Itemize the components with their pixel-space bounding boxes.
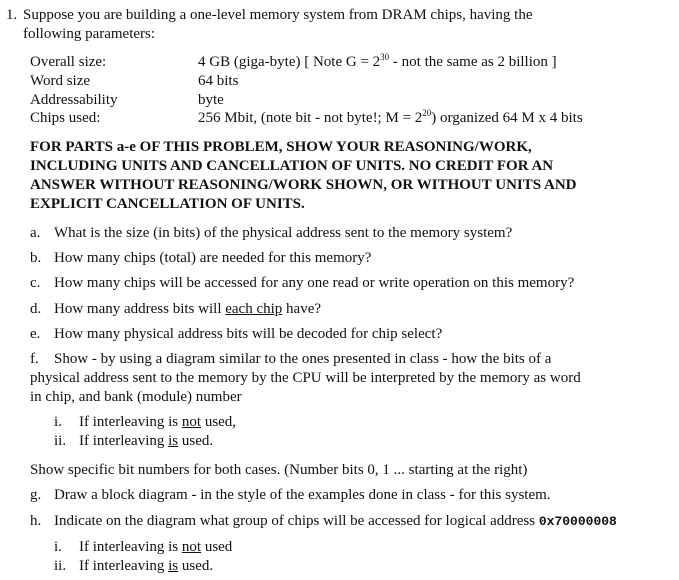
param-label-addressability: Addressability bbox=[30, 92, 118, 108]
part-f-sub-ii-post: used. bbox=[178, 433, 214, 449]
part-f-sub-ii-text bbox=[79, 432, 213, 451]
part-h-sub-i-label: i. bbox=[54, 539, 62, 555]
problem-number: 1. bbox=[6, 7, 18, 23]
part-a-text: What is the size (in bits) of the physical address sent to the memory system? bbox=[54, 225, 513, 241]
param-value-overall-size-exp: 30 bbox=[380, 52, 390, 62]
problem-intro-line1: Suppose you are building a one-level memory system from DRAM chips, having the bbox=[23, 7, 533, 23]
notice-line1: FOR PARTS a-e OF THIS PROBLEM, SHOW YOUR REASONING/WORK, bbox=[30, 139, 532, 155]
part-d-text bbox=[54, 300, 321, 319]
part-h-logical-address: 0x70000008 bbox=[538, 514, 617, 529]
part-d-text-underlined: each chip bbox=[225, 301, 283, 317]
notice-line2: INCLUDING UNITS AND CANCELLATION OF UNITS. NO CREDIT FOR AN bbox=[30, 158, 554, 174]
part-h-sub-i-text bbox=[79, 538, 232, 557]
part-h-sub-ii-text bbox=[79, 557, 213, 576]
param-label-word-size: Word size bbox=[30, 73, 91, 89]
part-f-line2: physical address sent to the memory by the CPU will be interpreted by the memory as word bbox=[30, 370, 581, 386]
part-h-sub-i-pre: If interleaving is bbox=[79, 539, 182, 555]
part-c-label: c. bbox=[30, 275, 41, 291]
part-d-text-pre: How many address bits will bbox=[54, 301, 226, 317]
part-d-label: d. bbox=[30, 301, 42, 317]
part-c-text: How many chips will be accessed for any one read or write operation on this memory? bbox=[54, 275, 575, 291]
part-g-text: Draw a block diagram - in the style of the examples done in class - for this system. bbox=[54, 487, 551, 503]
part-h-sub-i-post: used bbox=[201, 539, 233, 555]
part-f-sub-ii-label: ii. bbox=[54, 433, 67, 449]
part-a-label: a. bbox=[30, 225, 41, 241]
part-g-label: g. bbox=[30, 487, 42, 503]
part-f-sub-ii-pre: If interleaving bbox=[79, 433, 169, 449]
param-value-overall-size bbox=[198, 53, 557, 72]
part-h-sub-ii-underlined: is bbox=[168, 558, 179, 574]
notice-line3: ANSWER WITHOUT REASONING/WORK SHOWN, OR WITHOUT UNITS AND bbox=[30, 177, 577, 193]
part-f-label: f. bbox=[30, 351, 39, 367]
param-value-overall-size-main: 4 GB (giga-byte) [ Note G = 2 bbox=[198, 54, 381, 70]
part-f-sub-i-text bbox=[79, 413, 236, 432]
part-h-sub-i-underlined: not bbox=[181, 539, 202, 555]
part-f-sub-i-pre: If interleaving is bbox=[79, 414, 182, 430]
part-h-sub-ii-post: used. bbox=[178, 558, 214, 574]
param-value-word-size: 64 bits bbox=[198, 73, 239, 89]
part-h-sub-ii-pre: If interleaving bbox=[79, 558, 169, 574]
part-e-text: How many physical address bits will be decoded for chip select? bbox=[54, 326, 443, 342]
part-b-label: b. bbox=[30, 250, 42, 266]
part-h-text-main: Indicate on the diagram what group of chips will be accessed for logical address bbox=[54, 513, 539, 529]
part-f-sub-ii-underlined: is bbox=[168, 433, 179, 449]
part-f-sub-i-underlined: not bbox=[181, 414, 202, 430]
param-value-chips-used bbox=[198, 109, 583, 128]
part-h-label: h. bbox=[30, 513, 42, 529]
param-value-chips-used-exp: 20 bbox=[422, 108, 432, 118]
param-value-overall-size-tail: - not the same as 2 billion ] bbox=[389, 54, 557, 70]
param-value-chips-used-main: 256 Mbit, (note bit - not byte!; M = 2 bbox=[198, 110, 423, 126]
param-value-addressability: byte bbox=[198, 92, 224, 108]
notice-line4: EXPLICIT CANCELLATION OF UNITS. bbox=[30, 196, 305, 212]
param-label-chips-used: Chips used: bbox=[30, 110, 101, 126]
part-e-label: e. bbox=[30, 326, 41, 342]
param-value-chips-used-tail: ) organized 64 M x 4 bits bbox=[431, 110, 583, 126]
part-d-text-post: have? bbox=[282, 301, 322, 317]
part-h-sub-ii-label: ii. bbox=[54, 558, 67, 574]
part-h-text bbox=[54, 512, 617, 531]
part-f-line3: in chip, and bank (module) number bbox=[30, 389, 242, 405]
bit-numbering-note: Show specific bit numbers for both cases. (Number bits 0, 1 ... starting at the right) bbox=[30, 462, 528, 478]
problem-intro-line2: following parameters: bbox=[23, 26, 156, 42]
part-f-sub-i-label: i. bbox=[54, 414, 62, 430]
part-b-text: How many chips (total) are needed for this memory? bbox=[54, 250, 372, 266]
param-label-overall-size: Overall size: bbox=[30, 54, 107, 70]
part-f-line1: Show - by using a diagram similar to the ones presented in class - how the bits of a bbox=[54, 351, 552, 367]
part-f-sub-i-post: used, bbox=[201, 414, 237, 430]
